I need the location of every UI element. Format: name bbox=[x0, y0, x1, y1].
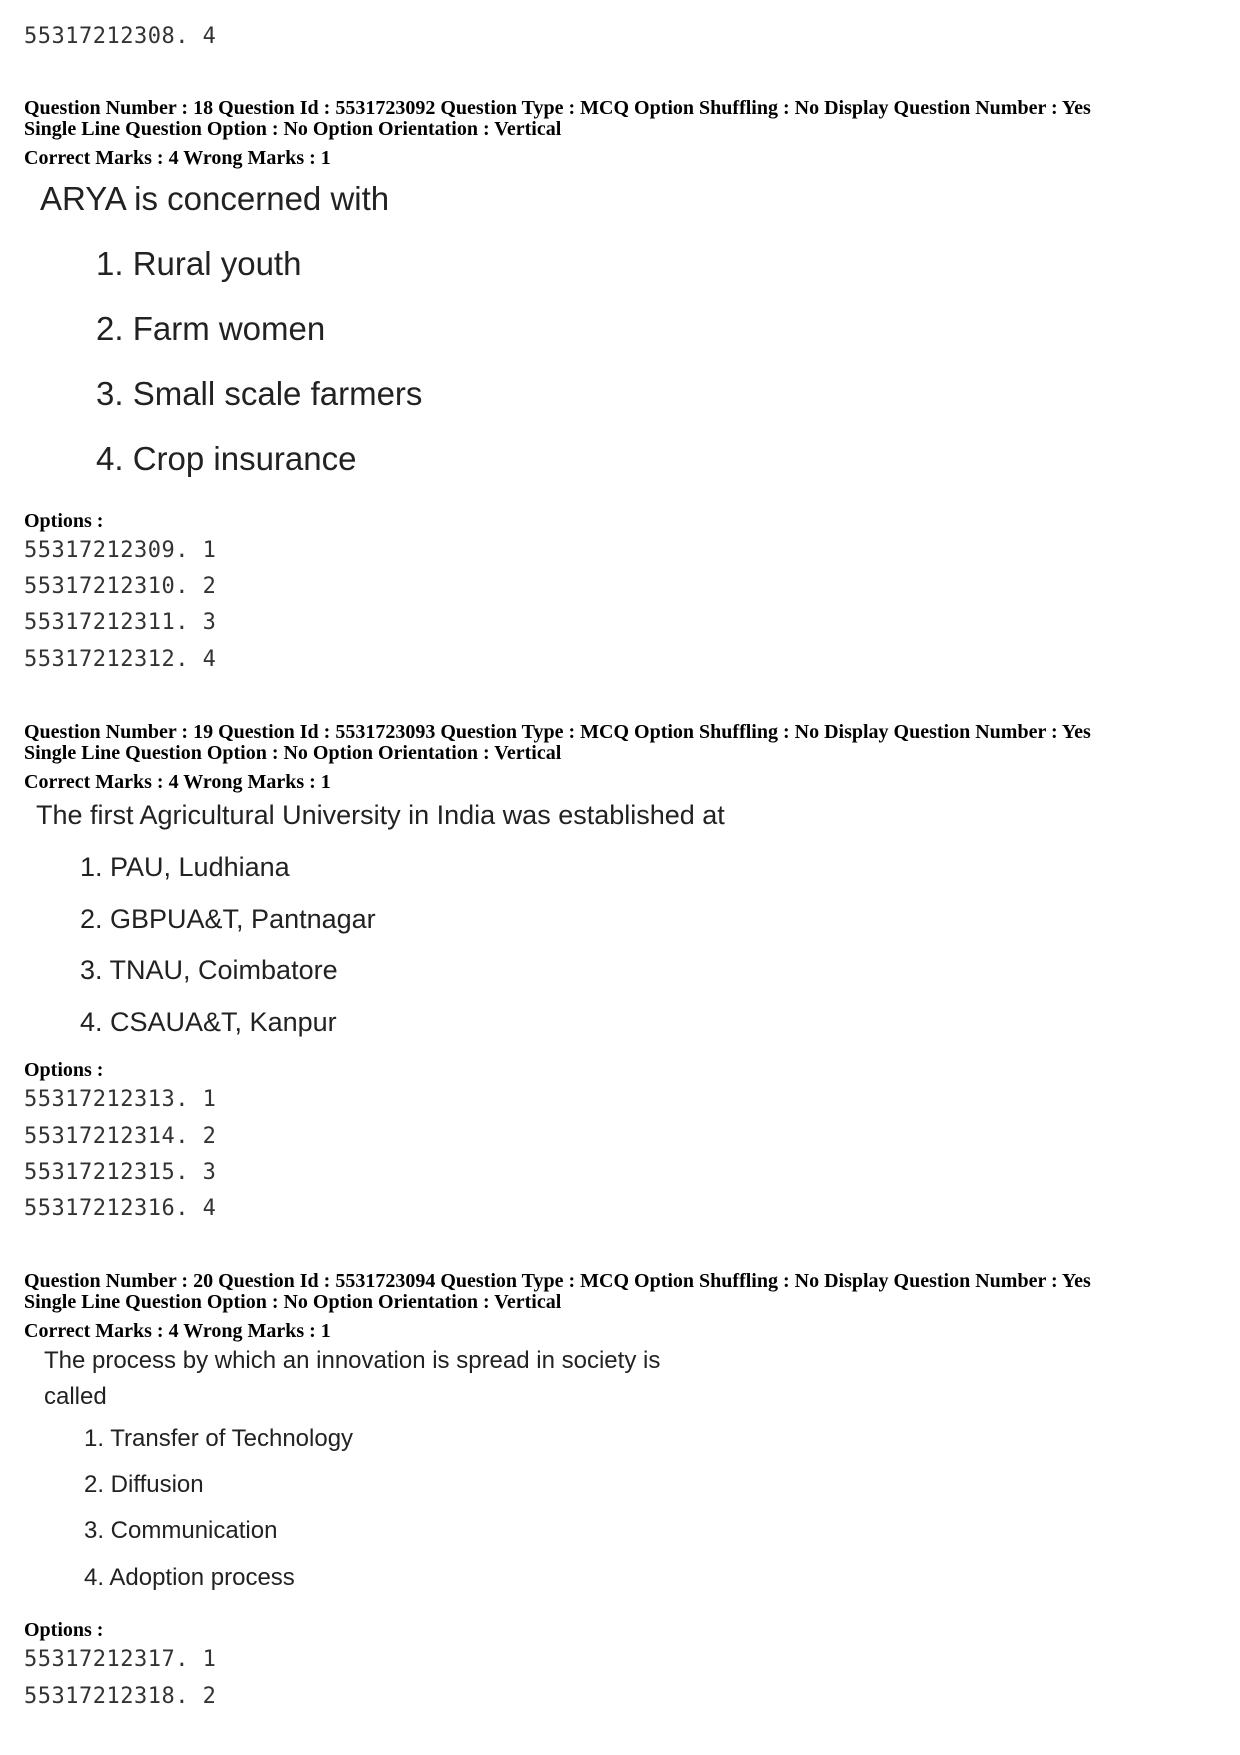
option-id: 55317212313. 1 bbox=[24, 1087, 217, 1112]
option-id: 55317212310. 2 bbox=[24, 574, 217, 599]
option-id: 55317212311. 3 bbox=[24, 610, 217, 635]
question-marks: Correct Marks : 4 Wrong Marks : 1 bbox=[24, 147, 331, 169]
question-meta: Question Number : 19 Question Id : 5531723093 Question Type : MCQ Option Shuffling : No Display Question Number : Yes bbox=[24, 721, 1091, 743]
options-label: Options : bbox=[24, 1619, 104, 1641]
choice-1: 1. PAU, Ludhiana bbox=[80, 852, 290, 882]
question-meta-2: Single Line Question Option : No Option Orientation : Vertical bbox=[24, 742, 562, 764]
choice-2: 2. GBPUA&T, Pantnagar bbox=[80, 904, 376, 934]
choice-3: 3. Communication bbox=[84, 1517, 278, 1544]
option-id: 55317212309. 1 bbox=[24, 538, 217, 563]
question-meta-2: Single Line Question Option : No Option Orientation : Vertical bbox=[24, 1291, 562, 1313]
question-meta: Question Number : 18 Question Id : 5531723092 Question Type : MCQ Option Shuffling : No Display Question Number : Yes bbox=[24, 97, 1091, 119]
choice-4: 4. Crop insurance bbox=[96, 440, 357, 477]
question-marks: Correct Marks : 4 Wrong Marks : 1 bbox=[24, 1320, 331, 1342]
option-id: 55317212314. 2 bbox=[24, 1124, 217, 1149]
options-label: Options : bbox=[24, 510, 104, 532]
options-label: Options : bbox=[24, 1059, 104, 1081]
option-id: 55317212315. 3 bbox=[24, 1160, 217, 1185]
choice-1: 1. Transfer of Technology bbox=[84, 1425, 354, 1452]
question-meta: Question Number : 20 Question Id : 5531723094 Question Type : MCQ Option Shuffling : No Display Question Number : Yes bbox=[24, 1270, 1091, 1292]
option-id: 55317212318. 2 bbox=[24, 1684, 217, 1709]
choice-3: 3. Small scale farmers bbox=[96, 375, 423, 412]
choice-4: 4. Adoption process bbox=[84, 1564, 295, 1591]
question-stem: The process by which an innovation is spread in society is called bbox=[44, 1347, 661, 1410]
choice-2: 2. Diffusion bbox=[84, 1471, 204, 1498]
option-id: 55317212316. 4 bbox=[24, 1196, 217, 1221]
question-meta-2: Single Line Question Option : No Option Orientation : Vertical bbox=[24, 118, 562, 140]
option-id: 55317212308. 4 bbox=[24, 24, 217, 49]
choice-2: 2. Farm women bbox=[96, 310, 326, 347]
question-stem: The first Agricultural University in India was established at bbox=[36, 800, 725, 830]
choice-3: 3. TNAU, Coimbatore bbox=[80, 955, 338, 985]
choice-1: 1. Rural youth bbox=[96, 245, 302, 282]
option-id: 55317212312. 4 bbox=[24, 647, 217, 672]
question-marks: Correct Marks : 4 Wrong Marks : 1 bbox=[24, 771, 331, 793]
question-stem: ARYA is concerned with bbox=[40, 180, 390, 217]
option-id: 55317212317. 1 bbox=[24, 1647, 217, 1672]
choice-4: 4. CSAUA&T, Kanpur bbox=[80, 1007, 337, 1037]
